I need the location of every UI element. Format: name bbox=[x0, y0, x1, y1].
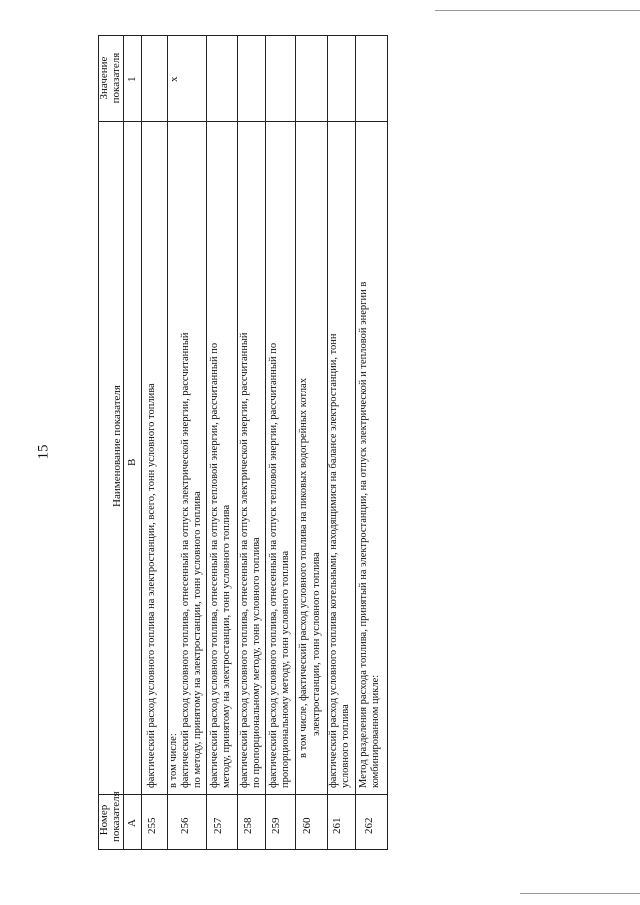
letter-value: 1 bbox=[126, 76, 138, 82]
header-number-label bbox=[98, 791, 122, 842]
row-text-257-line2: методу, принятому на электростанции, тонн условного топлива bbox=[221, 504, 232, 788]
header-number-text: Номер показателя bbox=[98, 791, 122, 842]
row-number-258: 258 bbox=[242, 817, 254, 834]
row-text-255: фактический расход условного топлива на электростанции, всего, тонн условного топлива bbox=[146, 383, 157, 788]
row-divider bbox=[265, 36, 266, 849]
band-divider bbox=[99, 794, 387, 795]
scan-artifact-line bbox=[435, 10, 640, 11]
row-divider bbox=[141, 36, 142, 849]
row-number-255: 255 bbox=[146, 817, 158, 834]
row-text-256-line1: фактический расход условного топлива, отнесенный на отпуск электрической энергии, рассчитанный bbox=[180, 332, 191, 788]
indicator-table bbox=[98, 35, 388, 850]
page-number: 15 bbox=[35, 444, 52, 460]
row-text-261-line1: фактический расход условного топлива котельными, находящимися на балансе электростанции, тонн bbox=[328, 333, 339, 788]
row-text-257-line1: фактический расход условного топлива, отнесенный на отпуск тепловой энергии, рассчитанный по bbox=[209, 342, 220, 788]
row-number-262: 262 bbox=[363, 817, 375, 834]
row-number-260: 260 bbox=[301, 817, 313, 834]
row-divider bbox=[295, 36, 296, 849]
row-divider bbox=[206, 36, 207, 849]
row-text-262-line2: комбинированном цикле: bbox=[370, 674, 381, 788]
row-text-261-line2: условного топлива bbox=[340, 704, 351, 788]
letter-number: А bbox=[126, 819, 138, 827]
row-number-259: 259 bbox=[270, 817, 282, 834]
row-divider bbox=[167, 36, 168, 849]
row-number-257: 257 bbox=[212, 817, 224, 834]
header-name-label bbox=[111, 346, 123, 546]
scan-artifact-line bbox=[520, 893, 640, 894]
row-divider bbox=[237, 36, 238, 849]
row-number-256: 256 bbox=[179, 817, 191, 834]
row-text-260-line2: электростанции, тонн условного топлива bbox=[311, 552, 322, 736]
band-divider bbox=[99, 121, 387, 122]
row-divider bbox=[355, 36, 356, 849]
row-divider bbox=[123, 36, 124, 849]
row-text-including: в том числе: bbox=[168, 733, 179, 788]
row-text-262-line1: Метод разделения расхода топлива, принятый на электростанции, на отпуск электрической и тепловой энергии в bbox=[358, 281, 369, 788]
header-value-label bbox=[98, 40, 122, 116]
row-text-260-line1: в том числе, фактический расход условного топлива на пиковых водогрейных котлах bbox=[298, 378, 309, 758]
header-value-text: Значение показателя bbox=[98, 52, 122, 104]
row-number-261: 261 bbox=[331, 817, 343, 834]
header-name-text: Наименование показателя bbox=[111, 385, 123, 507]
row-text-259-line1: фактический расход условного топлива, отнесенный на отпуск тепловой энергии, рассчитанный по bbox=[268, 342, 279, 788]
row-text-258-line1: фактический расход условного топлива, отнесенный на отпуск электрической энергии, рассчитанный bbox=[239, 332, 250, 788]
row-text-256-line2: по методу, принятому на электростанции, тонн условного топлива bbox=[192, 491, 203, 788]
row-text-258-line2: по пропорциональному методу, тонн условного топлива bbox=[251, 537, 262, 788]
row-value-including: x bbox=[168, 76, 180, 82]
row-text-259-line2: пропорциональному методу, тонн условного топлива bbox=[280, 550, 291, 788]
letter-name: В bbox=[126, 458, 138, 466]
